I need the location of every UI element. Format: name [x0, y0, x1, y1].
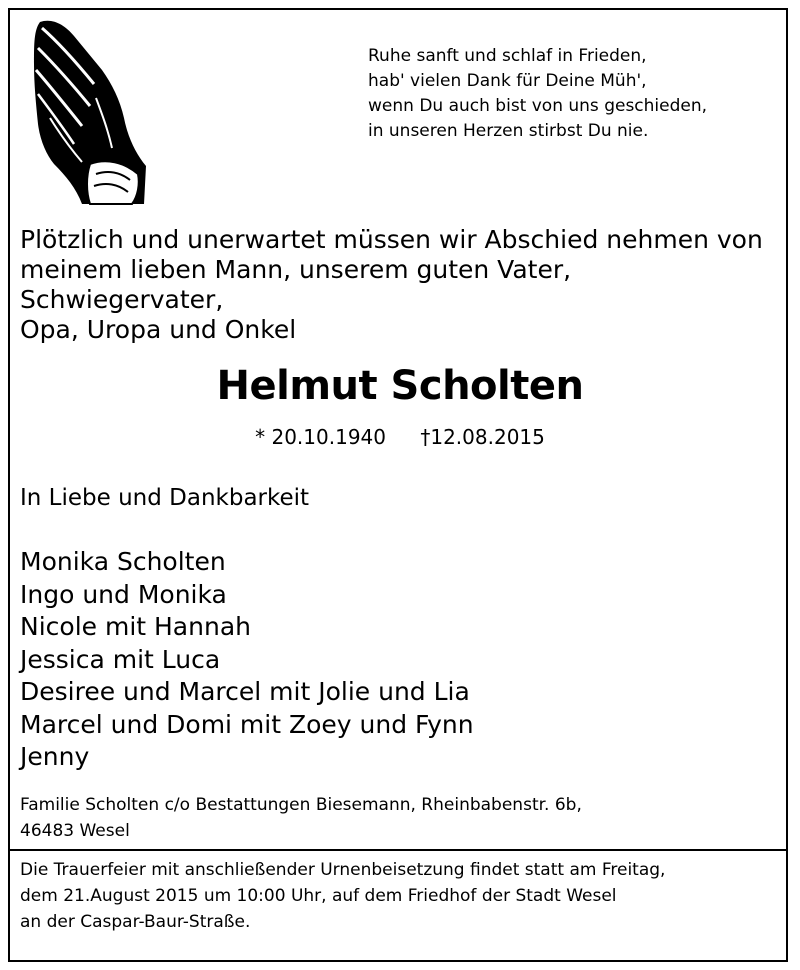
mourners-list	[20, 546, 474, 774]
birth-date: * 20.10.1940	[255, 425, 386, 449]
poem-line: wenn Du auch bist von uns geschieden,	[368, 96, 708, 116]
contact-address	[20, 792, 582, 844]
intro-line: Opa, Uropa und Onkel	[20, 315, 297, 344]
address-line: 46483 Wesel	[20, 821, 130, 841]
mourner: Ingo und Monika	[20, 579, 227, 609]
mourner: Monika Scholten	[20, 547, 226, 576]
praying-hands-icon	[20, 14, 150, 209]
thanks-line: In Liebe und Dankbarkeit	[20, 485, 310, 511]
intro-line: Plötzlich und unerwartet müssen wir Abschied nehmen von	[20, 225, 763, 254]
death-date: †12.08.2015	[420, 425, 545, 449]
funeral-line: Die Trauerfeier mit anschließender Urnenbeisetzung findet statt am Freitag,	[20, 860, 666, 880]
funeral-line: an der Caspar-Baur-Straße.	[20, 912, 251, 932]
poem-line: hab' vielen Dank für Deine Müh',	[368, 71, 647, 91]
intro-line: Schwiegervater,	[20, 285, 224, 314]
address-line: Familie Scholten c/o Bestattungen Biesemann, Rheinbabenstr. 6b,	[20, 795, 582, 815]
intro-text	[20, 225, 780, 345]
poem-line: in unseren Herzen stirbst Du nie.	[368, 121, 649, 141]
life-dates	[0, 425, 800, 449]
funeral-line: dem 21.August 2015 um 10:00 Uhr, auf dem Friedhof der Stadt Wesel	[20, 886, 617, 906]
poem-line: Ruhe sanft und schlaf in Frieden,	[368, 46, 647, 66]
mourner: Jessica mit Luca	[20, 644, 221, 674]
deceased-name: Helmut Scholten	[216, 363, 584, 409]
mourner: Jenny	[20, 742, 90, 771]
mourner: Desiree und Marcel mit Jolie und Lia	[20, 677, 470, 706]
divider	[10, 849, 786, 851]
mourner: Marcel und Domi mit Zoey und Fynn	[20, 709, 474, 739]
poem	[368, 44, 707, 144]
funeral-info	[20, 857, 665, 935]
mourner: Nicole mit Hannah	[20, 612, 251, 641]
intro-line: meinem lieben Mann, unserem guten Vater,	[20, 255, 572, 284]
